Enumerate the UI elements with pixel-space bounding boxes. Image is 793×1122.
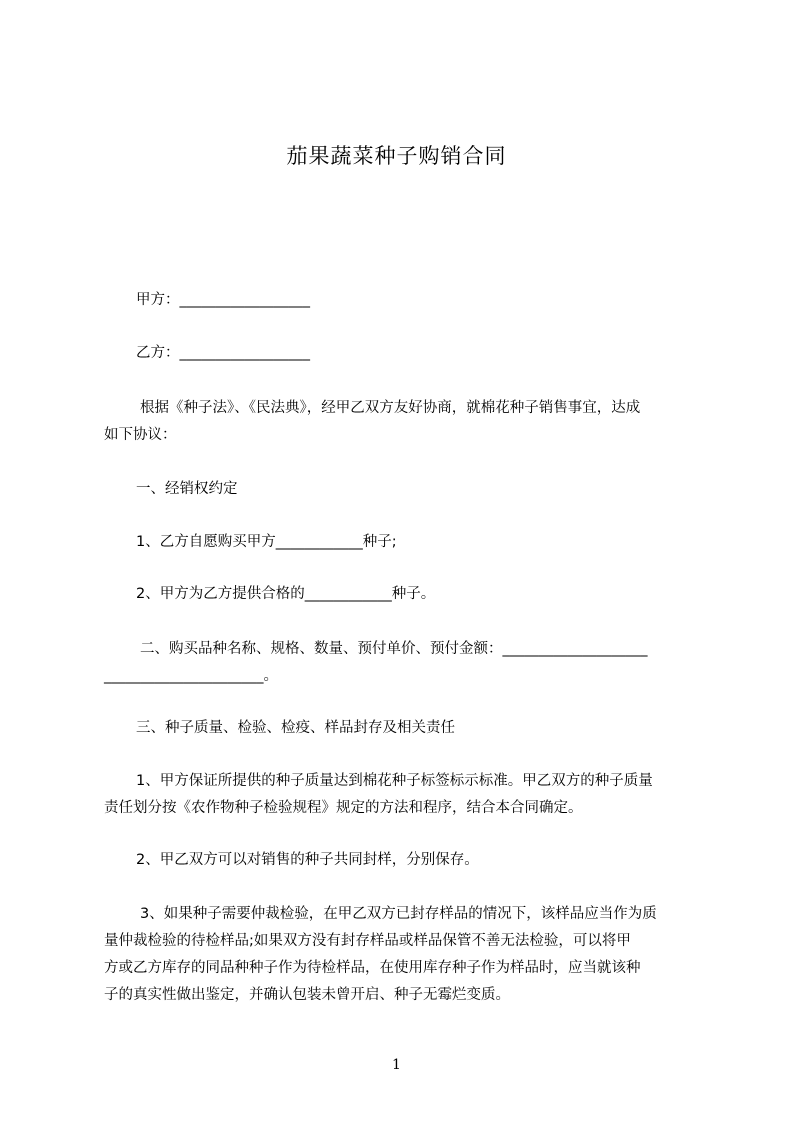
page-number: 1 — [392, 1057, 401, 1073]
preamble-line-1: 根据《种子法》、《民法典》，经甲乙双方友好协商，就棉花种子销售事宜，达成 — [140, 400, 641, 416]
section-1-heading: 一、经销权约定 — [136, 481, 238, 497]
clause-3-1-line-1: 1、甲方保证所提供的种子质量达到棉花种子标签标示标准。甲乙双方的种子质量 — [136, 773, 653, 789]
preamble-line-2: 如下协议： — [104, 427, 177, 443]
clause-3-3-line-1: 3、如果种子需要仲裁检验，在甲乙双方已封存样品的情况下，该样品应当作为质 — [140, 906, 657, 922]
section-3-heading: 三、种子质量、检验、检疫、样品封存及相关责任 — [136, 720, 455, 736]
clause-1-1: 1、乙方自愿购买甲方____________种子; — [136, 534, 397, 550]
clause-3-2: 2、甲乙双方可以对销售的种子共同封样，分别保存。 — [136, 852, 479, 868]
clause-3-1-line-2: 责任划分按《农作物种子检验规程》规定的方法和程序，结合本合同确定。 — [104, 800, 583, 816]
party-a-field: 甲方：__________________ — [136, 292, 310, 308]
clause-1-2: 2、甲方为乙方提供合格的____________种子。 — [136, 586, 436, 602]
clause-3-3-line-3: 方或乙方库存的同品种种子作为待检样品，在使用库存种子作为样品时，应当就该种 — [104, 960, 641, 976]
contract-title: 茄果蔬菜种子购销合同 — [286, 144, 507, 168]
section-2-line-2: ______________________。 — [104, 668, 278, 684]
clause-3-3-line-4: 子的真实性做出鉴定，并确认包装未曾开启、种子无霉烂变质。 — [104, 987, 510, 1003]
clause-3-3-line-2: 量仲裁检验的待检样品;如果双方没有封存样品或样品保管不善无法检验，可以将甲 — [104, 933, 631, 949]
section-2-line-1: 二、购买品种名称、规格、数量、预付单价、预付金额：____________________ — [140, 641, 648, 657]
party-b-field: 乙方：__________________ — [136, 345, 310, 361]
